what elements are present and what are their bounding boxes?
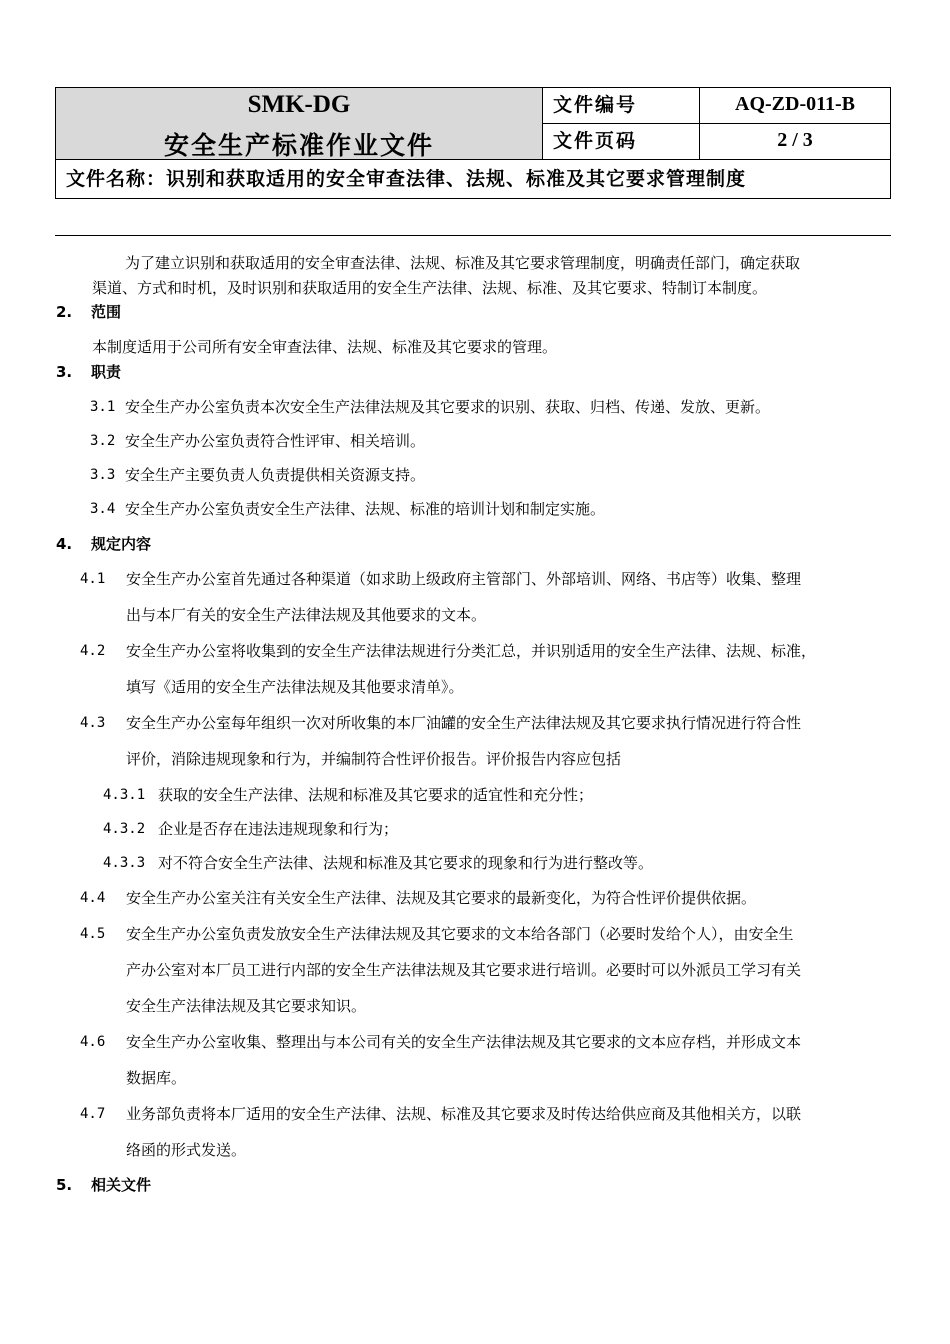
section-5-number: 5. <box>56 1176 73 1194</box>
item-4-4-number: 4.4 <box>80 890 106 906</box>
document-header-table <box>55 87 891 199</box>
item-3-3-text: 安全生产主要负责人负责提供相关资源支持。 <box>125 466 426 484</box>
section-3-number: 3. <box>56 363 73 381</box>
intro-line-1: 为了建立识别和获取适用的安全审查法律、法规、标准及其它要求管理制度，明确责任部门，确定获取 <box>125 254 801 272</box>
item-3-4-number: 3.4 <box>90 501 116 517</box>
doc-no-value: AQ-ZD-011-B <box>700 88 890 124</box>
item-4-3-number: 4.3 <box>80 715 106 731</box>
item-4-1-number: 4.1 <box>80 571 106 587</box>
item-4-7-number: 4.7 <box>80 1106 106 1122</box>
item-3-4-text: 安全生产办公室负责安全生产法律、法规、标准的培训计划和制定实施。 <box>125 500 606 518</box>
page-label: 文件页码 <box>543 124 700 160</box>
item-4-5-line-1: 安全生产办公室负责发放安全生产法律法规及其它要求的文本给各部门（必要时发给个人），由安全生 <box>126 925 794 943</box>
item-4-1-line-1: 安全生产办公室首先通过各种渠道（如求助上级政府主管部门、外部培训、网络、书店等）收集、整理 <box>126 570 802 588</box>
doc-type-title: 安全生产标准作业文件 <box>163 131 434 160</box>
item-4-6-line-2: 数据库。 <box>126 1069 187 1087</box>
section-4-title: 规定内容 <box>91 535 152 553</box>
section-2-text: 本制度适用于公司所有安全审查法律、法规、标准及其它要求的管理。 <box>92 338 558 356</box>
doc-name-value: 识别和获取适用的安全审查法律、法规、标准及其它要求管理制度 <box>166 168 747 190</box>
intro-line-2: 渠道、方式和时机，及时识别和获取适用的安全生产法律、法规、标准、及其它要求、特制订本制度。 <box>92 279 768 297</box>
item-4-2-number: 4.2 <box>80 643 106 659</box>
section-3-title: 职责 <box>91 363 122 381</box>
item-4-2-line-2: 填写《适用的安全生产法律法规及其他要求清单》。 <box>126 678 464 696</box>
item-3-1-text: 安全生产办公室负责本次安全生产法律法规及其它要求的识别、获取、归档、传递、发放、更新。 <box>125 398 771 416</box>
item-4-3-1-text: 获取的安全生产法律、法规和标准及其它要求的适宜性和充分性； <box>158 786 594 804</box>
section-2-number: 2. <box>56 303 73 321</box>
header-divider <box>55 235 891 236</box>
item-4-3-3-text: 对不符合安全生产法律、法规和标准及其它要求的现象和行为进行整改等。 <box>158 854 654 872</box>
item-4-3-line-2: 评价，消除违规现象和行为，并编制符合性评价报告。评价报告内容应包括 <box>126 750 622 768</box>
company-code: SMK-DG <box>247 91 351 118</box>
item-3-3-number: 3.3 <box>90 467 116 483</box>
item-4-7-line-2: 络函的形式发送。 <box>126 1141 247 1159</box>
doc-name-label: 文件名称： <box>66 168 167 190</box>
item-4-3-3-number: 4.3.3 <box>103 855 146 871</box>
item-4-1-line-2: 出与本厂有关的安全生产法律法规及其他要求的文本。 <box>126 606 487 624</box>
item-4-3-1-number: 4.3.1 <box>103 787 146 803</box>
item-4-5-number: 4.5 <box>80 926 106 942</box>
section-5-title: 相关文件 <box>91 1176 152 1194</box>
item-4-4-line-1: 安全生产办公室关注有关安全生产法律、法规及其它要求的最新变化，为符合性评价提供依据。 <box>126 889 757 907</box>
header-title-cell <box>56 88 543 160</box>
item-3-2-text: 安全生产办公室负责符合性评审、相关培训。 <box>125 432 426 450</box>
item-4-3-line-1: 安全生产办公室每年组织一次对所收集的本厂油罐的安全生产法律法规及其它要求执行情况进行符合性 <box>126 714 802 732</box>
item-4-3-2-text: 企业是否存在违法违规现象和行为； <box>158 820 399 838</box>
item-4-7-line-1: 业务部负责将本厂适用的安全生产法律、法规、标准及其它要求及时传达给供应商及其他相关方，以联 <box>126 1105 802 1123</box>
item-3-2-number: 3.2 <box>90 433 116 449</box>
page-value: 2 / 3 <box>700 124 890 160</box>
item-4-5-line-2: 产办公室对本厂员工进行内部的安全生产法律法规及其它要求进行培训。必要时可以外派员工学习有关 <box>126 961 802 979</box>
item-3-1-number: 3.1 <box>90 399 116 415</box>
section-4-number: 4. <box>56 535 73 553</box>
item-4-6-line-1: 安全生产办公室收集、整理出与本公司有关的安全生产法律法规及其它要求的文本应存档，并形成文本 <box>126 1033 802 1051</box>
doc-name-row <box>56 160 890 198</box>
item-4-6-number: 4.6 <box>80 1034 106 1050</box>
doc-no-label: 文件编号 <box>543 88 700 124</box>
item-4-2-line-1: 安全生产办公室将收集到的安全生产法律法规进行分类汇总，并识别适用的安全生产法律、法规、标准， <box>126 642 817 660</box>
item-4-3-2-number: 4.3.2 <box>103 821 146 837</box>
item-4-5-line-3: 安全生产法律法规及其它要求知识。 <box>126 997 367 1015</box>
section-2-title: 范围 <box>91 303 122 321</box>
